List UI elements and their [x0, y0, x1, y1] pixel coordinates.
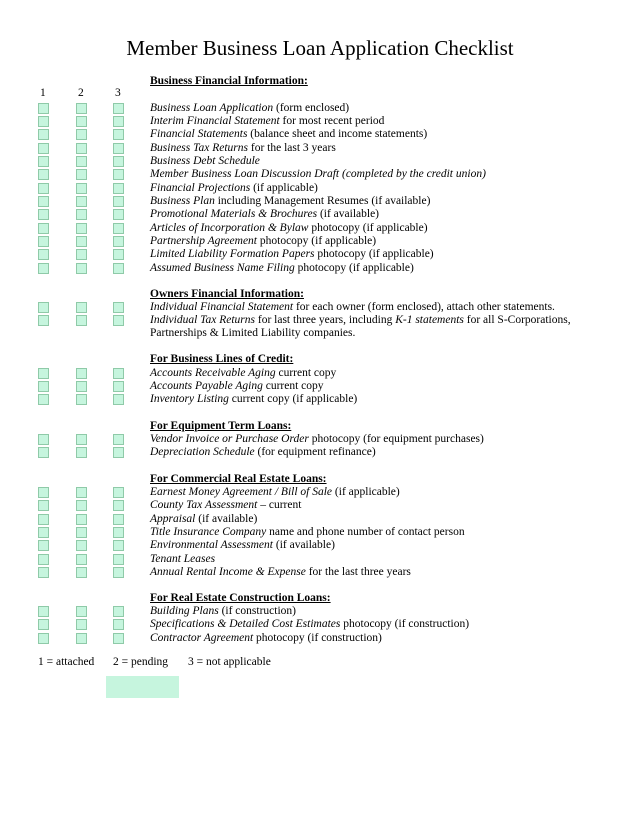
section-heading: Owners Financial Information:: [150, 288, 304, 300]
checkbox-pending[interactable]: [76, 633, 87, 644]
checkbox-attached[interactable]: [38, 315, 49, 326]
column-label-pending: 2: [78, 87, 84, 99]
item-text: [150, 142, 600, 155]
checklist-item: [0, 566, 640, 579]
checkbox-attached[interactable]: [38, 103, 49, 114]
checkbox-attached[interactable]: [38, 302, 49, 313]
checkbox-pending[interactable]: [76, 183, 87, 194]
checkbox-attached[interactable]: [38, 169, 49, 180]
item-text-segment: Specifications & Detailed Cost Estimates: [150, 618, 341, 630]
item-text: [150, 248, 600, 261]
checkbox-not-applicable[interactable]: [113, 223, 124, 234]
checkbox-pending[interactable]: [76, 619, 87, 630]
item-text: [150, 155, 600, 168]
checkbox-attached[interactable]: [38, 554, 49, 565]
checklist-item: [0, 380, 640, 393]
legend-not-applicable: 3 = not applicable: [188, 656, 271, 668]
item-text-segment: current copy: [262, 380, 324, 392]
checkbox-attached[interactable]: [38, 156, 49, 167]
item-text: [150, 513, 600, 526]
checkbox-attached[interactable]: [38, 540, 49, 551]
section-heading: For Commercial Real Estate Loans:: [150, 473, 327, 485]
checkbox-not-applicable[interactable]: [113, 156, 124, 167]
item-text-segment: (if applicable): [332, 486, 400, 498]
checkbox-not-applicable[interactable]: [113, 606, 124, 617]
item-text-segment: current copy (if applicable): [228, 393, 358, 405]
item-text: [150, 235, 600, 248]
checkbox-not-applicable[interactable]: [113, 129, 124, 140]
checkbox-pending[interactable]: [76, 103, 87, 114]
checkbox-attached[interactable]: [38, 567, 49, 578]
checkbox-pending[interactable]: [76, 394, 87, 405]
checkbox-pending[interactable]: [76, 540, 87, 551]
item-text-segment: photocopy (if applicable): [314, 248, 434, 260]
item-text-segment: Tenant Leases: [150, 553, 216, 565]
item-text: [150, 526, 600, 539]
checkbox-pending[interactable]: [76, 514, 87, 525]
item-text-segment: Title Insurance Company: [150, 526, 267, 538]
checklist-item: [0, 618, 640, 631]
item-text-segment: Partnership Agreement: [150, 235, 257, 247]
item-text-segment: County Tax Assessment: [150, 499, 258, 511]
item-text-segment: Financial Projections: [150, 182, 251, 194]
checkbox-attached[interactable]: [38, 514, 49, 525]
checklist-item: [0, 393, 640, 406]
item-text: [150, 182, 600, 195]
page-title: Member Business Loan Application Checklist: [126, 36, 514, 60]
item-text: [150, 632, 600, 645]
checklist-item: [0, 367, 640, 380]
item-text-segment: Promotional Materials & Brochures: [150, 208, 318, 220]
checkbox-not-applicable[interactable]: [113, 249, 124, 260]
checkbox-not-applicable[interactable]: [113, 500, 124, 511]
item-text-segment: for all S-Corporations, Partnerships & Limited Liability companies.: [150, 314, 571, 340]
item-text-segment: K-1 statements: [395, 314, 464, 326]
checkbox-attached[interactable]: [38, 394, 49, 405]
item-text: [150, 168, 600, 181]
signature-field[interactable]: [106, 676, 179, 698]
checklist-item: [0, 182, 640, 195]
checkbox-attached[interactable]: [38, 236, 49, 247]
checkbox-pending[interactable]: [76, 381, 87, 392]
item-text-segment: (if applicable): [250, 182, 318, 194]
checkbox-not-applicable[interactable]: [113, 514, 124, 525]
item-text: [150, 499, 600, 512]
checkbox-pending[interactable]: [76, 223, 87, 234]
checklist-item: [0, 262, 640, 275]
column-label-attached: 1: [40, 87, 46, 99]
checklist-item: [0, 605, 640, 618]
checkbox-not-applicable[interactable]: [113, 487, 124, 498]
checkbox-not-applicable[interactable]: [113, 302, 124, 313]
legend-attached: 1 = attached: [38, 656, 95, 668]
checklist-item: [0, 102, 640, 115]
item-text: [150, 128, 600, 141]
checkbox-attached[interactable]: [38, 263, 49, 274]
checkbox-pending[interactable]: [76, 236, 87, 247]
item-text: [150, 433, 600, 446]
checkbox-pending[interactable]: [76, 527, 87, 538]
item-text-segment: Financial Statements: [150, 128, 248, 140]
checkbox-attached[interactable]: [38, 249, 49, 260]
checkbox-not-applicable[interactable]: [113, 434, 124, 445]
item-text-segment: Articles of Incorporation & Bylaw: [150, 222, 309, 234]
checkbox-not-applicable[interactable]: [113, 116, 124, 127]
section-heading: Business Financial Information:: [150, 75, 308, 87]
checkbox-not-applicable[interactable]: [113, 103, 124, 114]
item-text: [150, 301, 600, 314]
item-text-segment: for most recent period: [279, 115, 385, 127]
checkbox-attached[interactable]: [38, 619, 49, 630]
checkbox-pending[interactable]: [76, 302, 87, 313]
item-text: [150, 314, 600, 341]
checkbox-attached[interactable]: [38, 606, 49, 617]
item-text: [150, 195, 600, 208]
item-text-segment: photocopy (if applicable): [257, 235, 377, 247]
item-text-segment: Vendor Invoice or Purchase Order: [150, 433, 309, 445]
checkbox-pending[interactable]: [76, 116, 87, 127]
checkbox-pending[interactable]: [76, 196, 87, 207]
checklist-item: [0, 433, 640, 446]
checkbox-attached[interactable]: [38, 223, 49, 234]
item-text-segment: including Management Resumes (if available): [214, 195, 431, 207]
checkbox-not-applicable[interactable]: [113, 368, 124, 379]
checkbox-attached[interactable]: [38, 487, 49, 498]
item-text-segment: name and phone number of contact person: [266, 526, 465, 538]
item-text-segment: current copy: [275, 367, 337, 379]
item-text-segment: for the last three years: [305, 566, 411, 578]
item-text-segment: Inventory Listing: [150, 393, 229, 405]
item-text-segment: Contractor Agreement: [150, 632, 254, 644]
checkbox-attached[interactable]: [38, 116, 49, 127]
item-text-segment: for last three years, including: [255, 314, 396, 326]
checkbox-pending[interactable]: [76, 606, 87, 617]
checkbox-pending[interactable]: [76, 156, 87, 167]
item-text-segment: – current: [257, 499, 302, 511]
checklist-item: [0, 632, 640, 645]
checklist-item: [0, 208, 640, 221]
item-text-segment: (form enclosed): [273, 102, 350, 114]
checklist-item: [0, 446, 640, 459]
item-text-segment: photocopy (if applicable): [294, 262, 414, 274]
item-text: [150, 393, 600, 406]
item-text: [150, 553, 600, 566]
item-text-segment: Member Business Loan Discussion Draft (completed by the credit union): [150, 168, 486, 180]
checkbox-attached[interactable]: [38, 129, 49, 140]
checklist-item: [0, 155, 640, 168]
checkbox-pending[interactable]: [76, 368, 87, 379]
checkbox-attached[interactable]: [38, 143, 49, 154]
checklist-item: [0, 142, 640, 155]
checklist-item: [0, 195, 640, 208]
checkbox-pending[interactable]: [76, 554, 87, 565]
checkbox-not-applicable[interactable]: [113, 236, 124, 247]
checkbox-attached[interactable]: [38, 527, 49, 538]
checkbox-pending[interactable]: [76, 434, 87, 445]
checkbox-pending[interactable]: [76, 129, 87, 140]
checkbox-attached[interactable]: [38, 183, 49, 194]
item-text-segment: (for equipment refinance): [254, 446, 376, 458]
section-heading: For Business Lines of Credit:: [150, 353, 294, 365]
checklist-item: [0, 301, 640, 314]
item-text: [150, 446, 600, 459]
item-text-segment: photocopy (for equipment purchases): [308, 433, 484, 445]
checkbox-attached[interactable]: [38, 368, 49, 379]
checkbox-not-applicable[interactable]: [113, 315, 124, 326]
item-text-segment: (balance sheet and income statements): [247, 128, 428, 140]
checklist-item: [0, 513, 640, 526]
item-text-segment: Interim Financial Statement: [150, 115, 280, 127]
checklist-item: [0, 553, 640, 566]
item-text-segment: Business Tax Returns: [150, 142, 248, 154]
item-text-segment: Accounts Payable Aging: [150, 380, 263, 392]
item-text: [150, 618, 600, 631]
checkbox-pending[interactable]: [76, 500, 87, 511]
checkbox-attached[interactable]: [38, 209, 49, 220]
checkbox-not-applicable[interactable]: [113, 169, 124, 180]
checklist-item: [0, 486, 640, 499]
checkbox-attached[interactable]: [38, 633, 49, 644]
checkbox-not-applicable[interactable]: [113, 143, 124, 154]
item-text: [150, 605, 600, 618]
checkbox-not-applicable[interactable]: [113, 394, 124, 405]
checkbox-not-applicable[interactable]: [113, 183, 124, 194]
checkbox-pending[interactable]: [76, 487, 87, 498]
item-text-segment: photocopy (if applicable): [308, 222, 428, 234]
checkbox-pending[interactable]: [76, 315, 87, 326]
item-text-segment: Accounts Receivable Aging: [150, 367, 276, 379]
checkbox-attached[interactable]: [38, 381, 49, 392]
checkbox-pending[interactable]: [76, 209, 87, 220]
checkbox-pending[interactable]: [76, 169, 87, 180]
checkbox-attached[interactable]: [38, 196, 49, 207]
column-label-not-applicable: 3: [115, 87, 121, 99]
checkbox-not-applicable[interactable]: [113, 619, 124, 630]
item-text-segment: Depreciation Schedule: [150, 446, 255, 458]
item-text: [150, 115, 600, 128]
item-text-segment: (if available): [272, 539, 335, 551]
checkbox-pending[interactable]: [76, 143, 87, 154]
checklist-item: [0, 235, 640, 248]
checklist-item: [0, 168, 640, 181]
item-text-segment: for each owner (form enclosed), attach other statements.: [293, 301, 555, 313]
item-text-segment: Building Plans: [150, 605, 219, 617]
checkbox-pending[interactable]: [76, 567, 87, 578]
item-text: [150, 262, 600, 275]
item-text: [150, 102, 600, 115]
checkbox-not-applicable[interactable]: [113, 381, 124, 392]
checkbox-attached[interactable]: [38, 434, 49, 445]
checklist-item: [0, 314, 640, 340]
item-text: [150, 367, 600, 380]
item-text-segment: Business Debt Schedule: [150, 155, 260, 167]
checkbox-pending[interactable]: [76, 263, 87, 274]
checkbox-attached[interactable]: [38, 447, 49, 458]
checkbox-not-applicable[interactable]: [113, 527, 124, 538]
item-text-segment: for the last 3 years: [247, 142, 336, 154]
checklist-item: [0, 128, 640, 141]
item-text-segment: Annual Rental Income & Expense: [150, 566, 306, 578]
section-heading: For Equipment Term Loans:: [150, 420, 292, 432]
item-text-segment: Business Loan Application: [150, 102, 274, 114]
item-text-segment: Limited Liability Formation Papers: [150, 248, 315, 260]
checkbox-not-applicable[interactable]: [113, 263, 124, 274]
checkbox-attached[interactable]: [38, 500, 49, 511]
item-text-segment: Environmental Assessment: [150, 539, 273, 551]
item-text-segment: Individual Financial Statement: [150, 301, 294, 313]
item-text: [150, 380, 600, 393]
legend-pending: 2 = pending: [113, 656, 169, 668]
item-text-segment: (if available): [195, 513, 258, 525]
item-text: [150, 539, 600, 552]
item-text-segment: photocopy (if construction): [340, 618, 470, 630]
item-text-segment: (if available): [317, 208, 379, 220]
checkbox-not-applicable[interactable]: [113, 540, 124, 551]
item-text-segment: photocopy (if construction): [253, 632, 382, 644]
checkbox-not-applicable[interactable]: [113, 447, 124, 458]
checkbox-not-applicable[interactable]: [113, 209, 124, 220]
section-heading: For Real Estate Construction Loans:: [150, 592, 331, 604]
item-text-segment: Assumed Business Name Filing: [150, 262, 295, 274]
checklist-item: [0, 222, 640, 235]
item-text-segment: (if construction): [218, 605, 296, 617]
item-text-segment: Appraisal: [150, 513, 196, 525]
item-text-segment: Earnest Money Agreement / Bill of Sale: [150, 486, 333, 498]
checkbox-not-applicable[interactable]: [113, 567, 124, 578]
item-text: [150, 486, 600, 499]
checkbox-not-applicable[interactable]: [113, 633, 124, 644]
item-text-segment: Business Plan: [150, 195, 215, 207]
checklist-item: [0, 499, 640, 512]
item-text: [150, 566, 600, 579]
checklist-item: [0, 115, 640, 128]
checklist-item: [0, 248, 640, 261]
checkbox-pending[interactable]: [76, 447, 87, 458]
item-text: [150, 222, 600, 235]
item-text: [150, 208, 600, 221]
checklist-item: [0, 539, 640, 552]
checklist-item: [0, 526, 640, 539]
checkbox-not-applicable[interactable]: [113, 196, 124, 207]
checkbox-pending[interactable]: [76, 249, 87, 260]
item-text-segment: Individual Tax Returns: [150, 314, 255, 326]
checkbox-not-applicable[interactable]: [113, 554, 124, 565]
